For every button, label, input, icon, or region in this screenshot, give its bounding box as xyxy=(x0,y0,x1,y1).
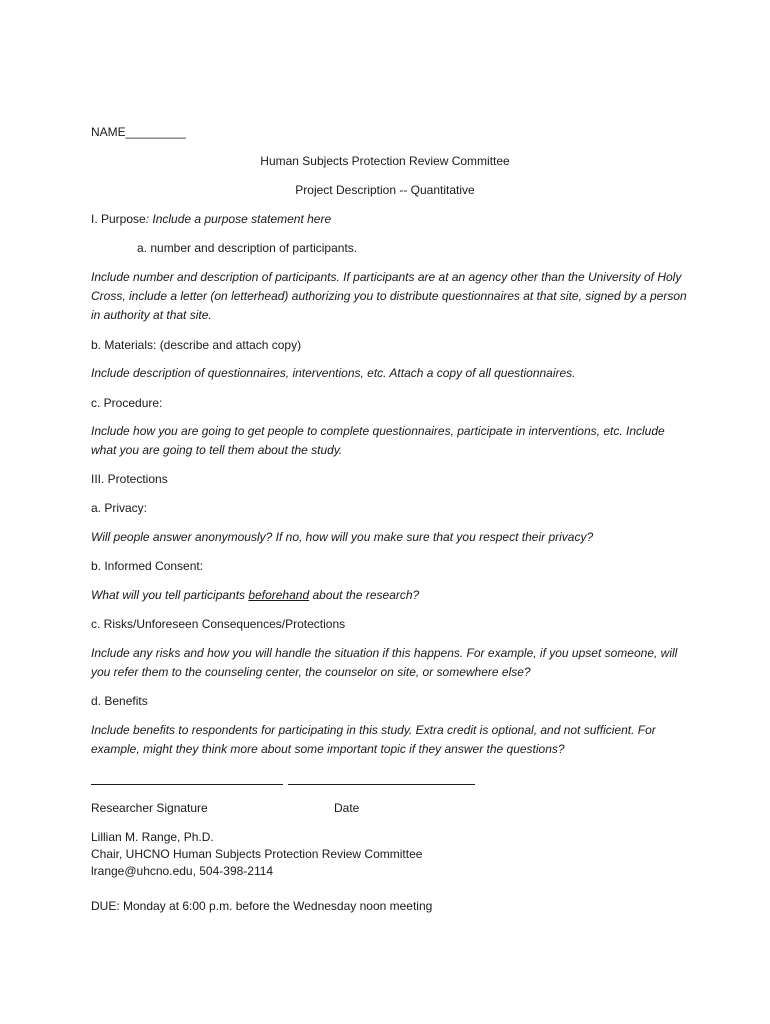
consent-text-after: about the research? xyxy=(309,588,420,602)
due-date-note: DUE: Monday at 6:00 p.m. before the Wednesday noon meeting xyxy=(91,899,433,913)
benefits-heading: d. Benefits xyxy=(91,694,148,708)
consent-heading: b. Informed Consent: xyxy=(91,559,204,573)
committee-heading: Human Subjects Protection Review Committee xyxy=(260,154,510,168)
contact-title: Chair, UHCNO Human Subjects Protection Review Committee xyxy=(91,847,423,861)
date-signature-line[interactable] xyxy=(288,784,475,785)
privacy-instructions: Will people answer anonymously? If no, how will you make sure that you respect their privacy? xyxy=(91,530,594,544)
signature-lines xyxy=(91,771,491,787)
risks-heading: c. Risks/Unforeseen Consequences/Protections xyxy=(91,617,346,631)
researcher-signature-line[interactable] xyxy=(91,784,283,785)
protections-heading: III. Protections xyxy=(91,472,168,486)
consent-instructions xyxy=(91,586,691,605)
purpose-label: I. Purpose xyxy=(91,212,146,226)
materials-instructions: Include description of questionnaires, interventions, etc. Attach a copy of all questionnaires. xyxy=(91,366,576,380)
contact-name: Lillian M. Range, Ph.D. xyxy=(91,830,214,844)
risks-instructions: Include any risks and how you will handle the situation if this happens. For example, if you upset someone, will you refer them to the counseling center, the counselor on site, or somewhere else? xyxy=(91,646,678,679)
procedure-instructions: Include how you are going to get people to complete questionnaires, participate in interventions, etc. Include what you are going to tell them about the study. xyxy=(91,424,665,457)
researcher-signature-label: Researcher Signature xyxy=(91,801,208,815)
procedure-heading: c. Procedure: xyxy=(91,396,163,410)
contact-email-phone: lrange@uhcno.edu, 504-398-2114 xyxy=(91,864,274,878)
participants-instructions: Include number and description of participants. If participants are at an agency other than the University of Holy Cross, include a letter (on letterhead) authorizing you to distribute questionnaires at that site, signed by a person in authority at that site. xyxy=(91,270,687,322)
name-field-label: NAME_________ xyxy=(91,125,186,139)
consent-emphasis: beforehand xyxy=(248,588,310,602)
privacy-heading: a. Privacy: xyxy=(91,501,148,515)
participants-heading: a. number and description of participants. xyxy=(137,241,358,255)
materials-heading: b. Materials: (describe and attach copy) xyxy=(91,338,302,352)
purpose-line xyxy=(91,211,331,227)
consent-text-before: What will you tell participants xyxy=(91,588,249,602)
benefits-instructions: Include benefits to respondents for participating in this study. Extra credit is optional, and not sufficient. For example, might they think more about some important topic if they answer the questions? xyxy=(91,723,656,756)
purpose-instruction: : Include a purpose statement here xyxy=(145,212,332,226)
date-label: Date xyxy=(334,801,360,815)
form-title: Project Description -- Quantitative xyxy=(295,183,475,197)
